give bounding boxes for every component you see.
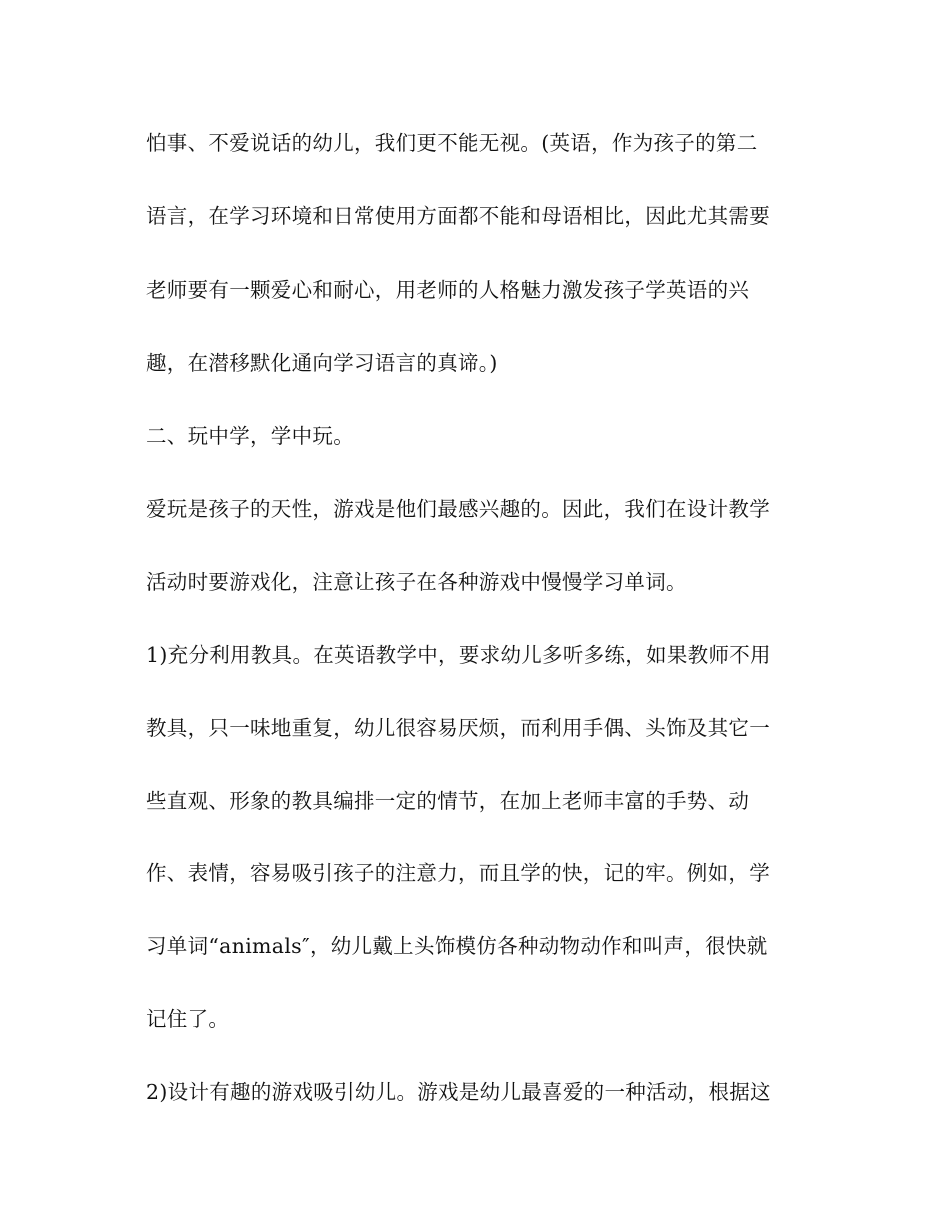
text-line: 些直观、形象的教具编排一定的情节，在加上老师丰富的手势、动	[146, 789, 750, 813]
text-line: 习单词“animals″，幼儿戴上头饰模仿各种动物动作和叫声，很快就	[146, 934, 768, 958]
section-heading: 二、玩中学，学中玩。	[146, 424, 354, 448]
text-line: 2)设计有趣的游戏吸引幼儿。游戏是幼儿最喜爱的一种活动，根据这	[146, 1080, 771, 1104]
text-line: 语言，在学习环境和日常使用方面都不能和母语相比，因此尤其需要	[146, 204, 770, 228]
text-line: 爱玩是孩子的天性，游戏是他们最感兴趣的。因此，我们在设计教学	[146, 497, 770, 521]
text-line: 记住了。	[146, 1007, 230, 1031]
text-line: 老师要有一颗爱心和耐心，用老师的人格魅力激发孩子学英语的兴	[146, 278, 750, 302]
text-line: 怕事、不爱说话的幼儿，我们更不能无视。(英语，作为孩子的第二	[146, 131, 758, 155]
text-line: 趣，在潜移默化通向学习语言的真谛。)	[146, 351, 498, 375]
text-line: 活动时要游戏化，注意让孩子在各种游戏中慢慢学习单词。	[146, 570, 687, 594]
text-line: 作、表情，容易吸引孩子的注意力，而且学的快，记的牢。例如，学	[146, 861, 770, 885]
text-line: 教具，只一味地重复，幼儿很容易厌烦，而利用手偶、头饰及其它一	[146, 716, 770, 740]
text-line: 1)充分利用教具。在英语教学中，要求幼儿多听多练，如果教师不用	[146, 643, 771, 667]
